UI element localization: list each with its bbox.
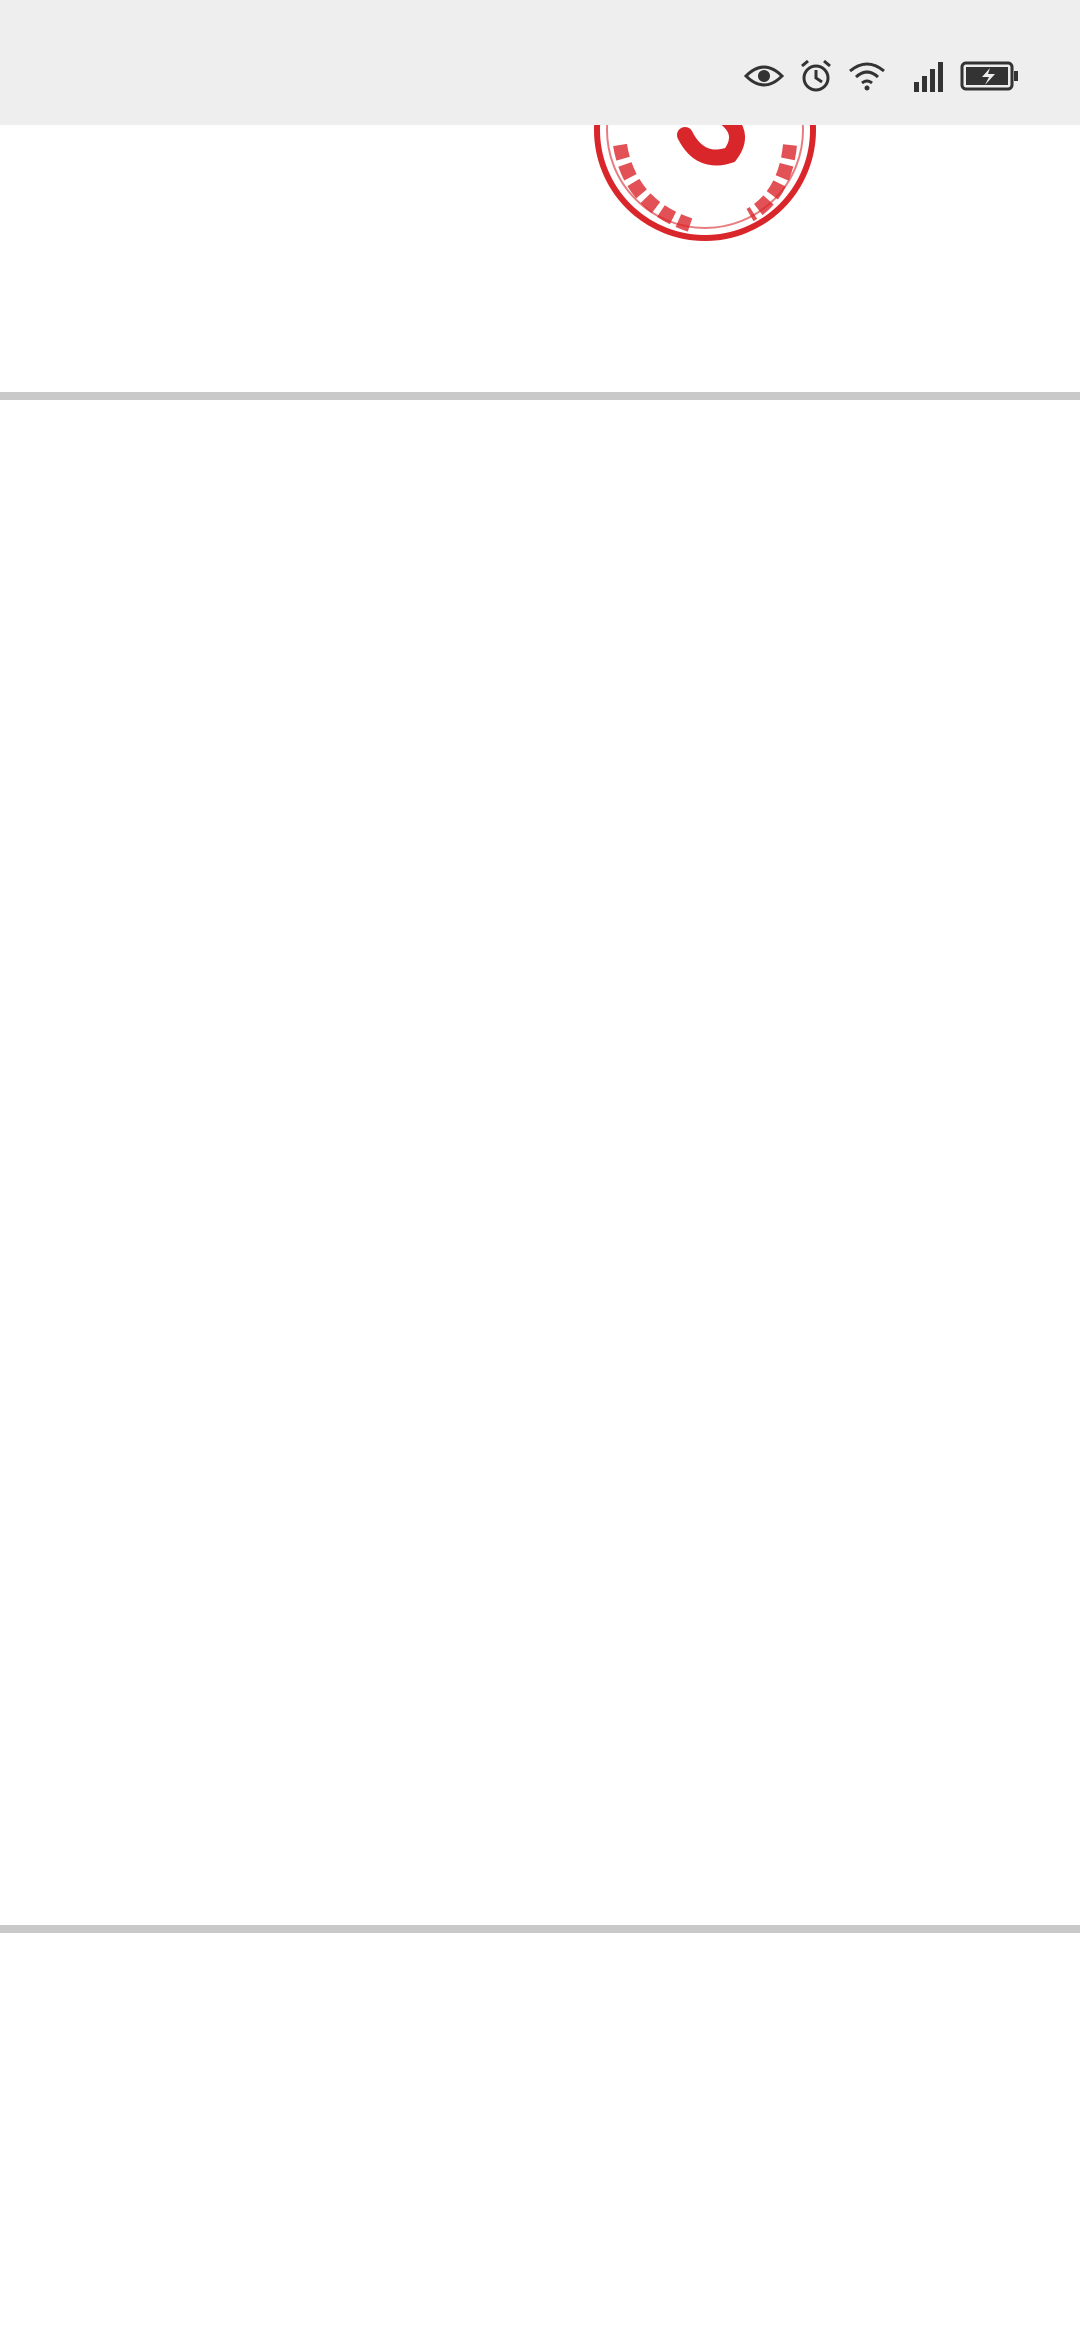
document-page-3 bbox=[0, 400, 1080, 1925]
battery-icon bbox=[960, 61, 1020, 91]
signal-icon bbox=[900, 60, 946, 92]
alarm-icon bbox=[798, 58, 834, 94]
status-icons bbox=[744, 58, 1020, 94]
eye-icon bbox=[744, 62, 784, 90]
status-bar bbox=[0, 0, 1080, 125]
official-seal bbox=[590, 125, 820, 245]
document-page-4 bbox=[0, 1933, 1080, 2340]
document-page-2 bbox=[0, 125, 1080, 392]
wifi-icon bbox=[848, 61, 886, 91]
